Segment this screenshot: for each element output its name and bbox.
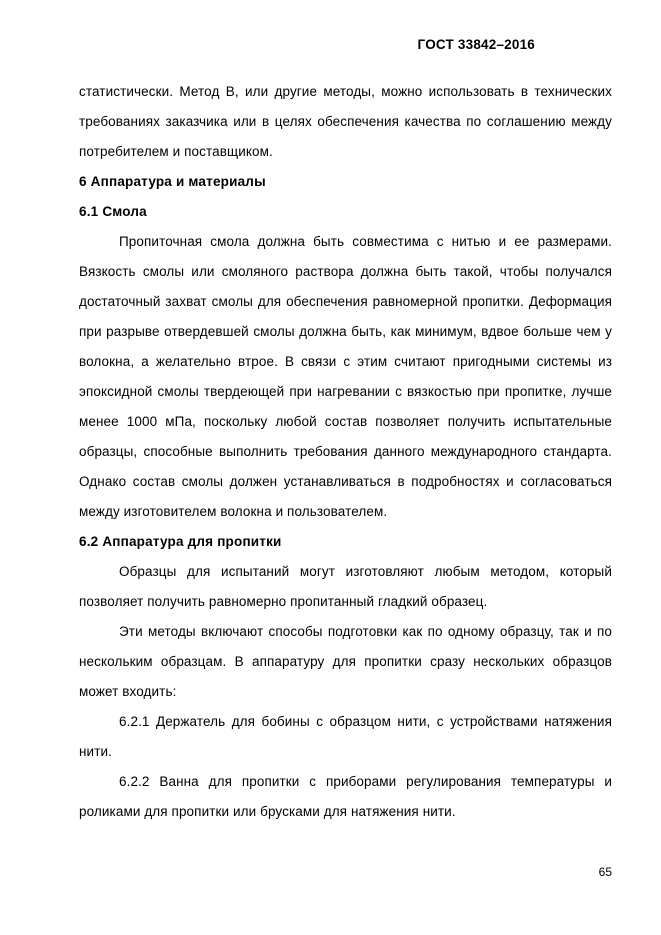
item-6-2-2: 6.2.2 Ванна для пропитки с приборами регулирования температуры и роликами для пропитки или брусками для натяжения нити. [79,774,612,819]
paragraph-section-6-2-first: Образцы для испытаний могут изготовляют любым методом, который позволяет получить равномерно пропитанный гладкий образец. [79,564,612,609]
heading-section-6: 6 Аппаратура и материалы [79,174,266,189]
heading-section-6-2: 6.2 Аппаратура для пропитки [79,534,282,549]
standard-number-header: ГОСТ 33842–2016 [417,37,535,52]
paragraph-section-6-1: Пропиточная смола должна быть совместима с нитью и ее размерами. Вязкость смолы или смоляного раствора должна быть такой, чтобы получался достаточный захват смолы для обеспечения равномерной пропитки. Деформация при разрыве отвердевшей смолы должна быть, как минимум, вдвое больше чем у волокна, а желательно втрое. В связи с этим считают пригодными системы из эпоксидной смолы твердеющей при нагревании с вязкостью при пропитке, лучше менее 1000 мПа, поскольку любой состав позволяет получить испытательные образцы, способные выполнить требования данного международного стандарта. Однако состав смолы должен устанавливаться в подробностях и согласоваться между изготовителем волокна и пользователем. [79,234,612,519]
paragraph-section-6-2-second: Эти методы включают способы подготовки как по одному образцу, так и по нескольким образцам. В аппаратуру для пропитки сразу нескольких образцов может входить: [79,624,612,699]
heading-section-6-1: 6.1 Смола [79,204,147,219]
item-6-2-1: 6.2.1 Держатель для бобины с образцом нити, с устройствами натяжения нити. [79,714,612,759]
paragraph-intro-continuation: статистически. Метод В, или другие методы, можно использовать в технических требованиях заказчика или в целях обеспечения качества по соглашению между потребителем и поставщиком. [79,84,612,159]
page-body [79,77,612,827]
page-number: 65 [598,865,612,879]
